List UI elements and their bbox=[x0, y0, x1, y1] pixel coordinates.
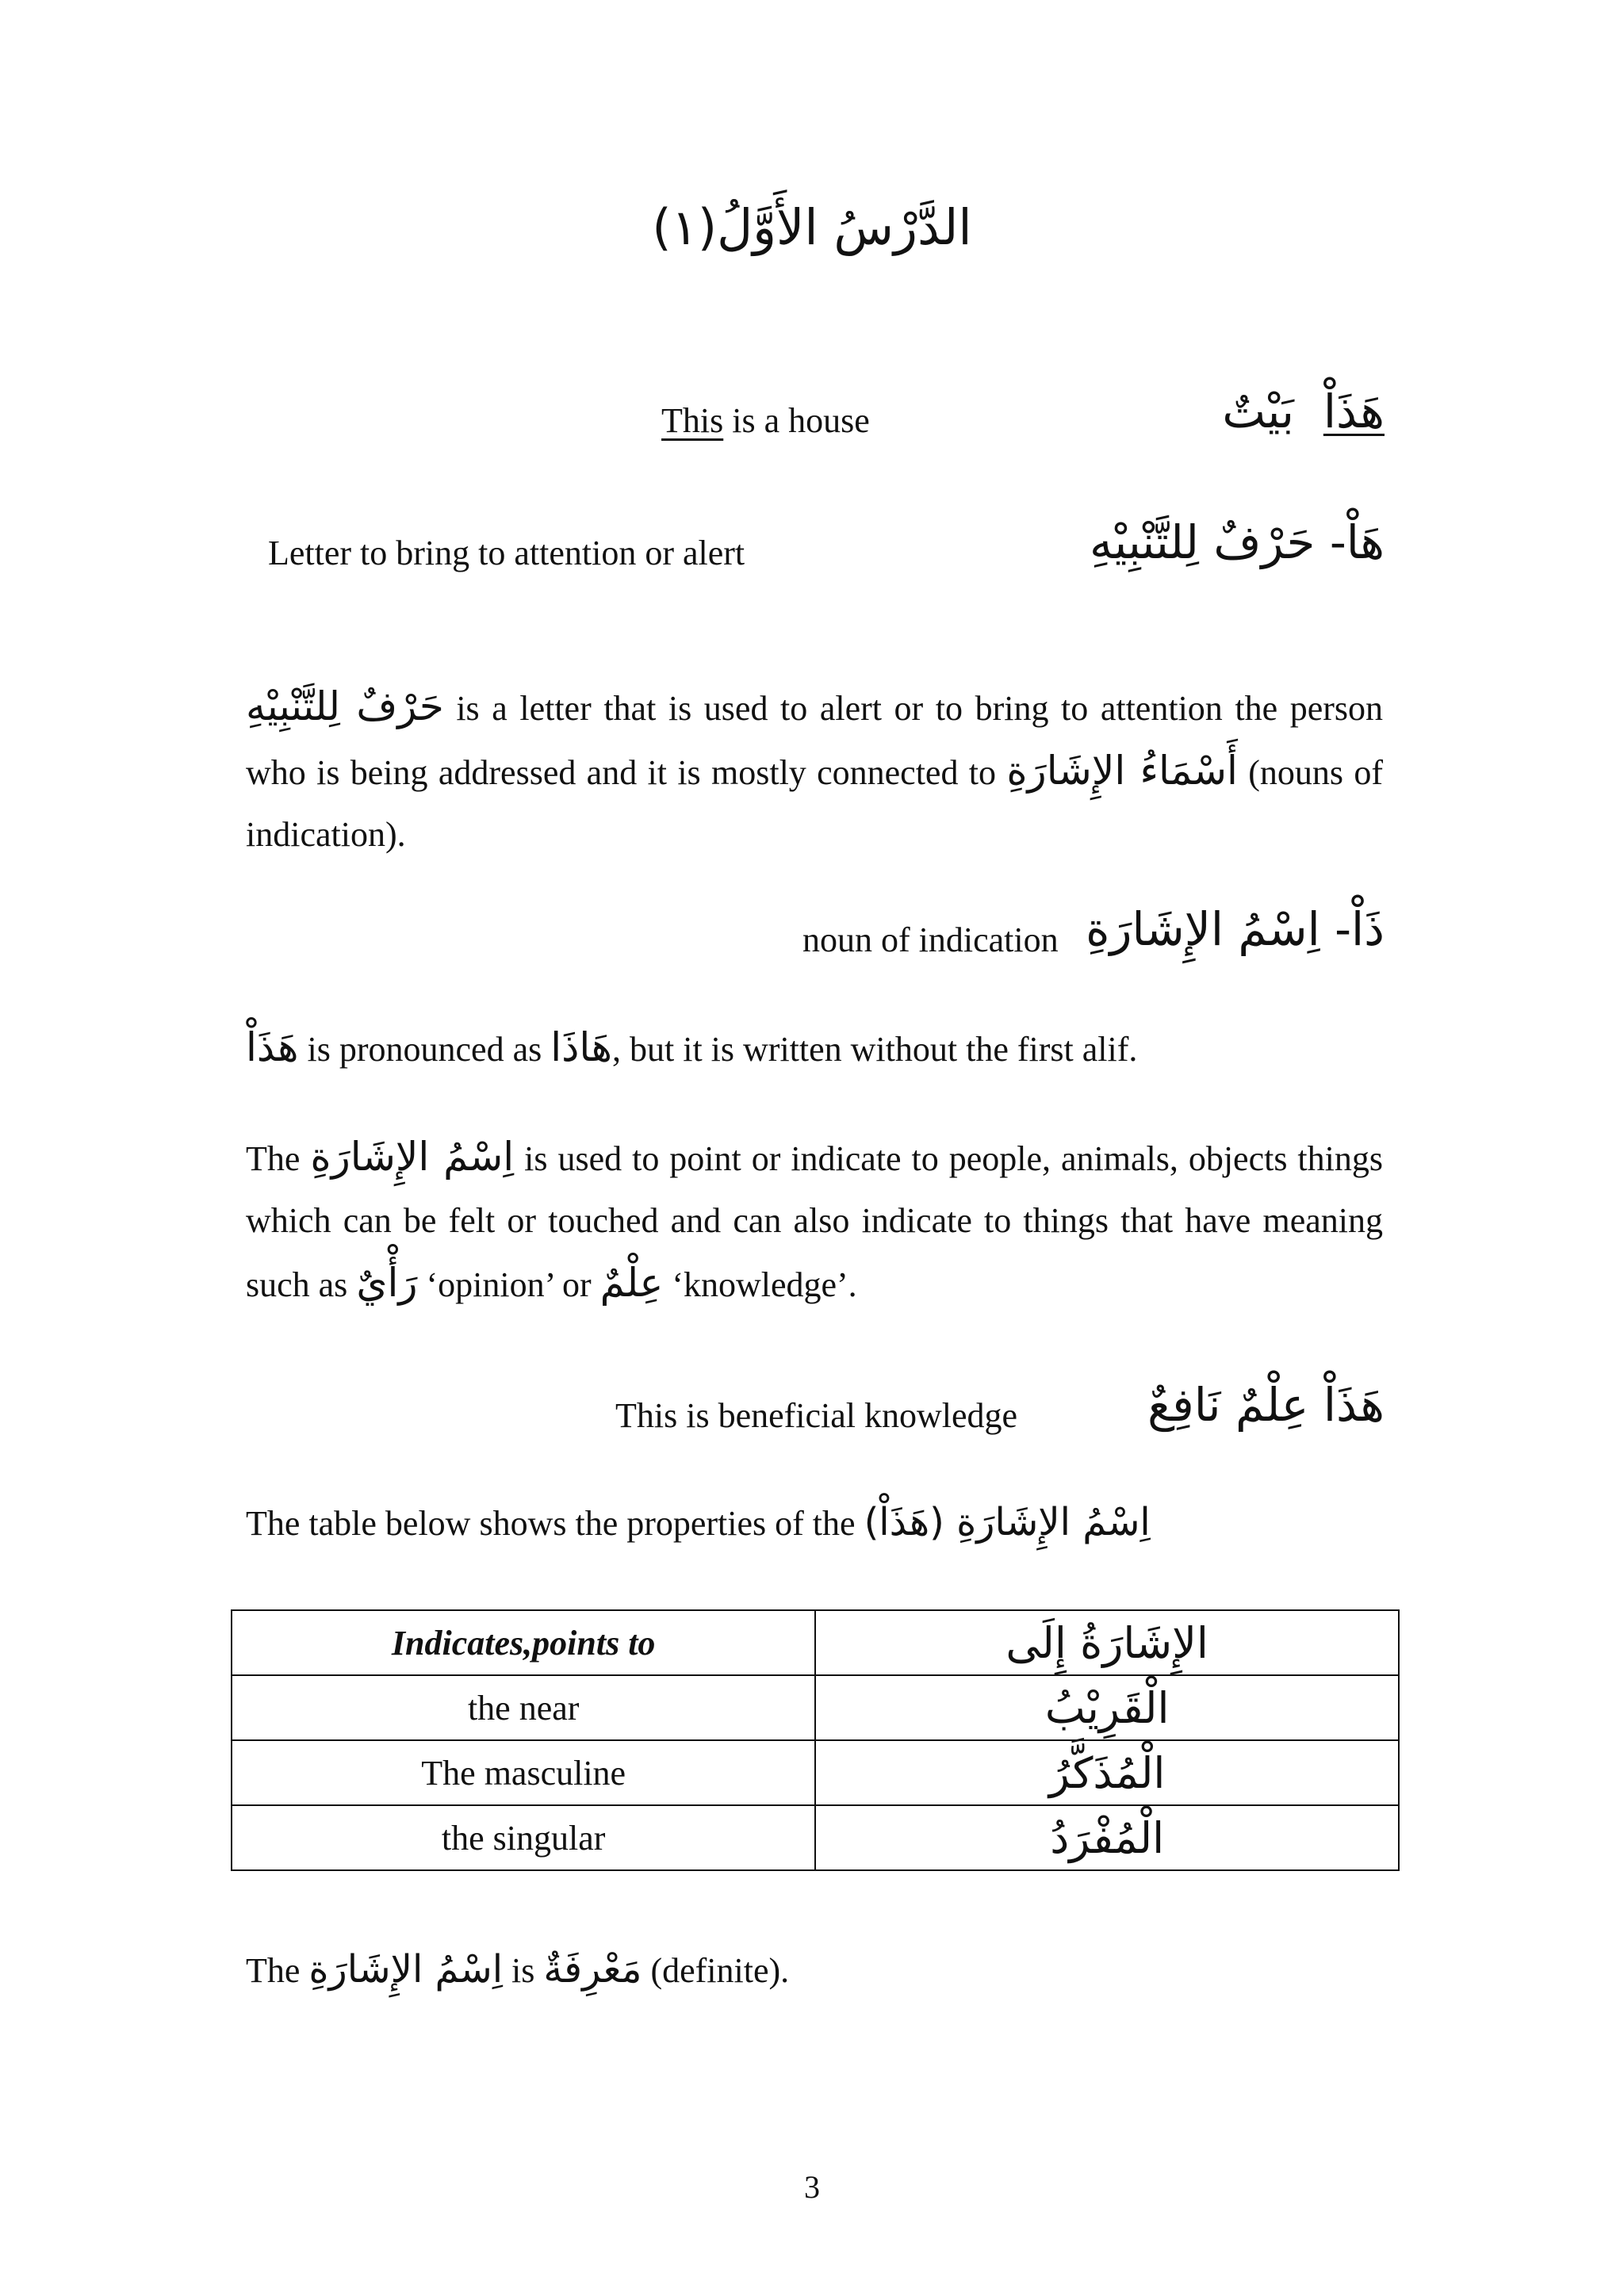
para2-text2: , but it is written without the first alif. bbox=[612, 1030, 1138, 1069]
para1-text2: (nouns of indication). bbox=[246, 753, 1383, 854]
para3-text1: The bbox=[246, 1139, 311, 1178]
paragraph-harf-tanbih bbox=[246, 675, 1383, 866]
example1-arabic bbox=[1222, 385, 1385, 438]
example1-arabic-underlined: هَذَاْ bbox=[1323, 385, 1385, 438]
paragraph-pronunciation bbox=[246, 1016, 1383, 1081]
closing-arabic-ism: اِسْمُ الإِشَارَةِ bbox=[308, 1947, 504, 1992]
closing-line bbox=[246, 1947, 789, 1992]
table-intro-text: The table below shows the properties of the bbox=[246, 1504, 864, 1543]
para3-text3: ‘opinion’ or bbox=[417, 1265, 600, 1304]
para1-text1: is a letter that is used to alert or to bring to attention the person who is being addressed and it is mostly connected to bbox=[246, 689, 1383, 792]
para3-arabic-ray: رَأْيٌ bbox=[356, 1260, 418, 1306]
table-cell-ar: الْقَرِيْبُ bbox=[815, 1675, 1399, 1740]
table-cell-en: The masculine bbox=[232, 1740, 815, 1805]
example1-english bbox=[661, 400, 870, 441]
table-row bbox=[232, 1675, 1399, 1740]
para2-arabic-haatha: هَاذَا bbox=[550, 1024, 612, 1070]
example2-arabic: هَاْ- حَرْفٌ لِلتَّنْبِيْهِ bbox=[1089, 515, 1385, 569]
closing-text1: The bbox=[246, 1951, 309, 1990]
para1-arabic-harf: حَرْفٌ لِلتَّنْبِيْهِ bbox=[246, 683, 444, 729]
table-cell-en: the near bbox=[232, 1675, 815, 1740]
example1-english-rest: is a house bbox=[723, 401, 870, 440]
closing-arabic-marifa: مَعْرِفَةٌ bbox=[543, 1947, 642, 1992]
table-header-en: Indicates,points to bbox=[232, 1610, 815, 1675]
example2-english: Letter to bring to attention or alert bbox=[268, 534, 745, 572]
closing-text3: (definite). bbox=[642, 1951, 790, 1990]
para1-arabic-asmaa: أَسْمَاءُ الإِشَارَةِ bbox=[1006, 748, 1238, 794]
para3-text4: ‘knowledge’. bbox=[663, 1265, 857, 1304]
paragraph-ism-ishara-usage bbox=[246, 1126, 1383, 1316]
para2-text1: is pronounced as bbox=[298, 1030, 551, 1069]
properties-table bbox=[231, 1609, 1400, 1871]
table-cell-ar: الْمُفْرَدُ bbox=[815, 1805, 1399, 1870]
example3-arabic: ذَاْ- اِسْمُ الإِشَارَةِ bbox=[1086, 902, 1385, 956]
para3-text2: is used to point or indicate to people, animals, objects things which can be felt or touched and can also indicate to things that have meaning such as bbox=[246, 1139, 1383, 1304]
table-cell-en: the singular bbox=[232, 1805, 815, 1870]
table-cell-ar: الْمُذَكَّرُ bbox=[815, 1740, 1399, 1805]
page-number: 3 bbox=[804, 2169, 820, 2205]
table-row bbox=[232, 1740, 1399, 1805]
para3-arabic-ism: اِسْمُ الإِشَارَةِ bbox=[310, 1134, 515, 1180]
lesson-title: الدَّرْسُ الأَوَّلُ(١) bbox=[652, 198, 972, 256]
example1-english-underlined: This bbox=[661, 401, 724, 440]
table-row bbox=[232, 1805, 1399, 1870]
table-header-row bbox=[232, 1610, 1399, 1675]
example3-english: noun of indication bbox=[802, 920, 1059, 959]
example1-arabic-rest: بَيْتٌ bbox=[1222, 385, 1294, 438]
example4-english: This is beneficial knowledge bbox=[615, 1396, 1018, 1435]
example4-arabic: هَذَاْ عِلْمٌ نَافِعٌ bbox=[1147, 1378, 1385, 1432]
para3-arabic-ilm: عِلْمٌ bbox=[599, 1260, 664, 1306]
table-intro bbox=[246, 1500, 1151, 1544]
table-header-ar: الإِشَارَةُ إِلَى bbox=[815, 1610, 1399, 1675]
para2-arabic-hatha: هَذَاْ bbox=[246, 1024, 299, 1070]
table-intro-arabic: اِسْمُ الإِشَارَةِ (هَذَاْ) bbox=[864, 1500, 1151, 1544]
closing-text2: is bbox=[503, 1951, 544, 1990]
